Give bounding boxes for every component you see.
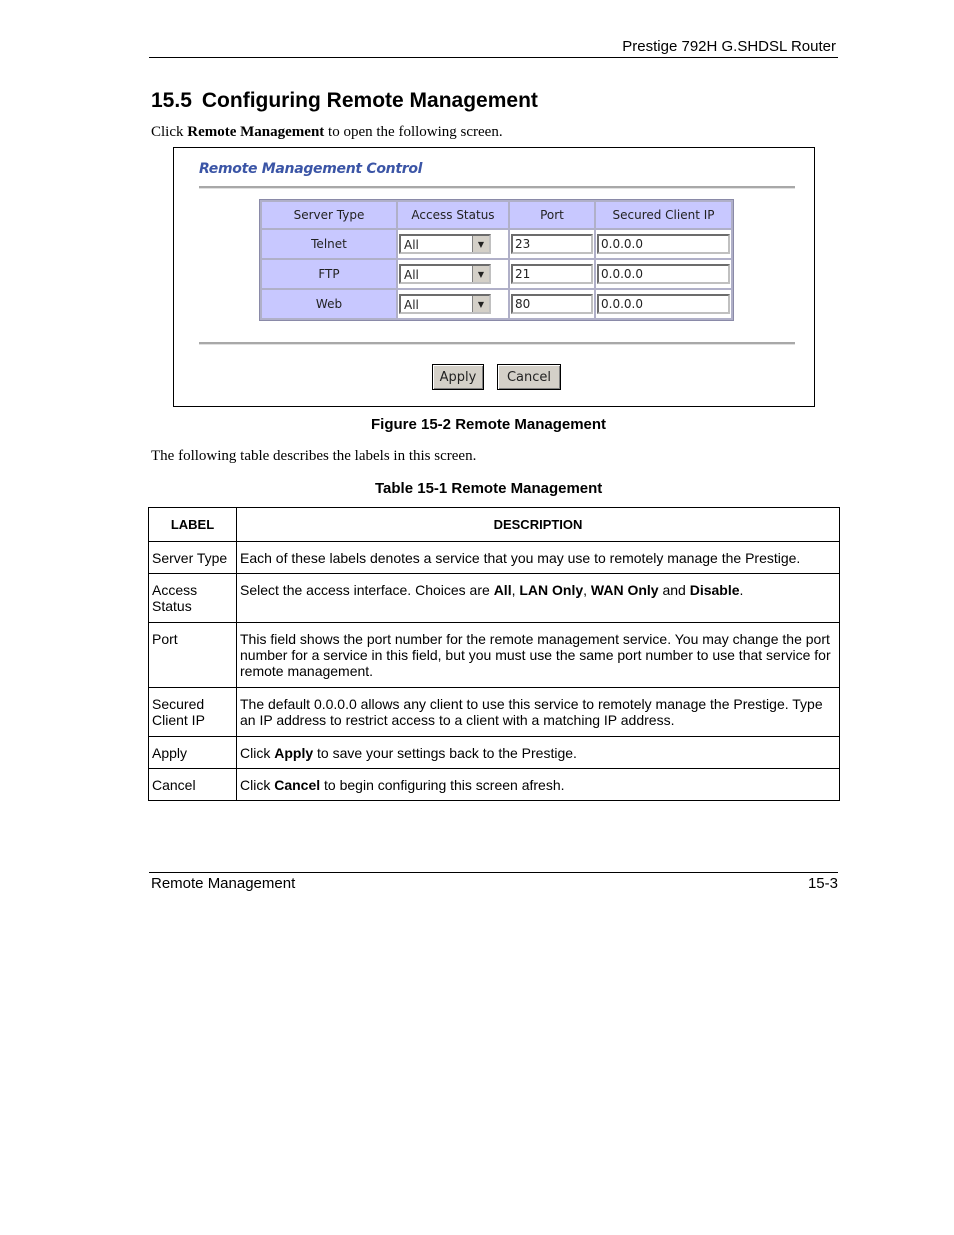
- server-ftp: FTP: [262, 260, 396, 288]
- row-label: Server Type: [149, 542, 237, 574]
- cancel-button[interactable]: Cancel: [497, 364, 561, 390]
- ip-input-web[interactable]: 0.0.0.0: [597, 294, 730, 314]
- row-description: Click Cancel to begin configuring this screen afresh.: [237, 769, 840, 801]
- footer-page-number: 15-3: [807, 875, 838, 892]
- desc-header-row: [149, 508, 840, 542]
- table-row: [149, 574, 840, 623]
- header-divider: [149, 57, 838, 58]
- access-status-select-telnet[interactable]: All ▼: [399, 234, 491, 254]
- top-divider: [199, 186, 795, 189]
- table-row: [149, 737, 840, 769]
- header-row: [262, 202, 731, 228]
- dropdown-arrow-icon[interactable]: ▼: [472, 296, 489, 312]
- row-description: This field shows the port number for the remote management service. You may change the port number for a service in this field, but you must use the same port number to use that service for remote management.: [237, 623, 840, 688]
- page-header: Prestige 792H G.SHDSL Router: [622, 38, 836, 55]
- dropdown-arrow-icon[interactable]: ▼: [472, 266, 489, 282]
- table-row: [262, 230, 731, 258]
- port-input-web[interactable]: 80: [511, 294, 593, 314]
- intro-bold: Remote Management: [187, 124, 325, 140]
- section-heading: [151, 89, 538, 113]
- footer-chapter: Remote Management: [151, 875, 296, 892]
- row-description: Select the access interface. Choices are All, LAN Only, WAN Only and Disable.: [237, 574, 840, 623]
- port-input-ftp[interactable]: 21: [511, 264, 593, 284]
- table-intro-paragraph: The following table describes the labels in this screen.: [151, 448, 477, 464]
- table-row: [149, 769, 840, 801]
- apply-button[interactable]: Apply: [432, 364, 484, 390]
- section-number: 15.5: [151, 89, 192, 112]
- table-row: [262, 290, 731, 318]
- table-caption: Table 15-1 Remote Management: [375, 480, 603, 497]
- row-description: Click Apply to save your settings back to the Prestige.: [237, 737, 840, 769]
- header-description: DESCRIPTION: [237, 508, 840, 542]
- table-row: [262, 260, 731, 288]
- server-telnet: Telnet: [262, 230, 396, 258]
- row-label: Port: [149, 623, 237, 688]
- row-label: Access Status: [149, 574, 237, 623]
- col-access-status: Access Status: [398, 202, 508, 228]
- screen-title: Remote Management Control: [199, 161, 423, 177]
- access-status-select-ftp[interactable]: All ▼: [399, 264, 491, 284]
- row-label: Cancel: [149, 769, 237, 801]
- figure-caption: Figure 15-2 Remote Management: [371, 416, 607, 433]
- footer-divider: [149, 872, 838, 873]
- row-description: The default 0.0.0.0 allows any client to use this service to remotely manage the Prestige. Type an IP address to restrict access to a client with a matching IP address.: [237, 688, 840, 737]
- col-secured-client-ip: Secured Client IP: [596, 202, 731, 228]
- intro-text: Click: [151, 124, 188, 140]
- row-label: Apply: [149, 737, 237, 769]
- header-label: LABEL: [149, 508, 237, 542]
- col-server-type: Server Type: [262, 202, 396, 228]
- dropdown-arrow-icon[interactable]: ▼: [472, 236, 489, 252]
- row-description: Each of these labels denotes a service that you may use to remotely manage the Prestige.: [237, 542, 840, 574]
- ip-input-ftp[interactable]: 0.0.0.0: [597, 264, 730, 284]
- table-row: [149, 623, 840, 688]
- server-web: Web: [262, 290, 396, 318]
- section-title: Configuring Remote Management: [201, 89, 538, 112]
- table-row: [149, 542, 840, 574]
- description-table: [148, 507, 840, 801]
- intro-text-end: to open the following screen.: [324, 124, 503, 140]
- row-label: Secured Client IP: [149, 688, 237, 737]
- access-status-select-web[interactable]: All ▼: [399, 294, 491, 314]
- remote-management-table: [259, 199, 734, 321]
- bottom-divider: [199, 342, 795, 345]
- col-port: Port: [510, 202, 594, 228]
- ip-input-telnet[interactable]: 0.0.0.0: [597, 234, 730, 254]
- port-input-telnet[interactable]: 23: [511, 234, 593, 254]
- remote-management-screenshot: [173, 147, 815, 407]
- table-row: [149, 688, 840, 737]
- intro-paragraph: [151, 124, 503, 141]
